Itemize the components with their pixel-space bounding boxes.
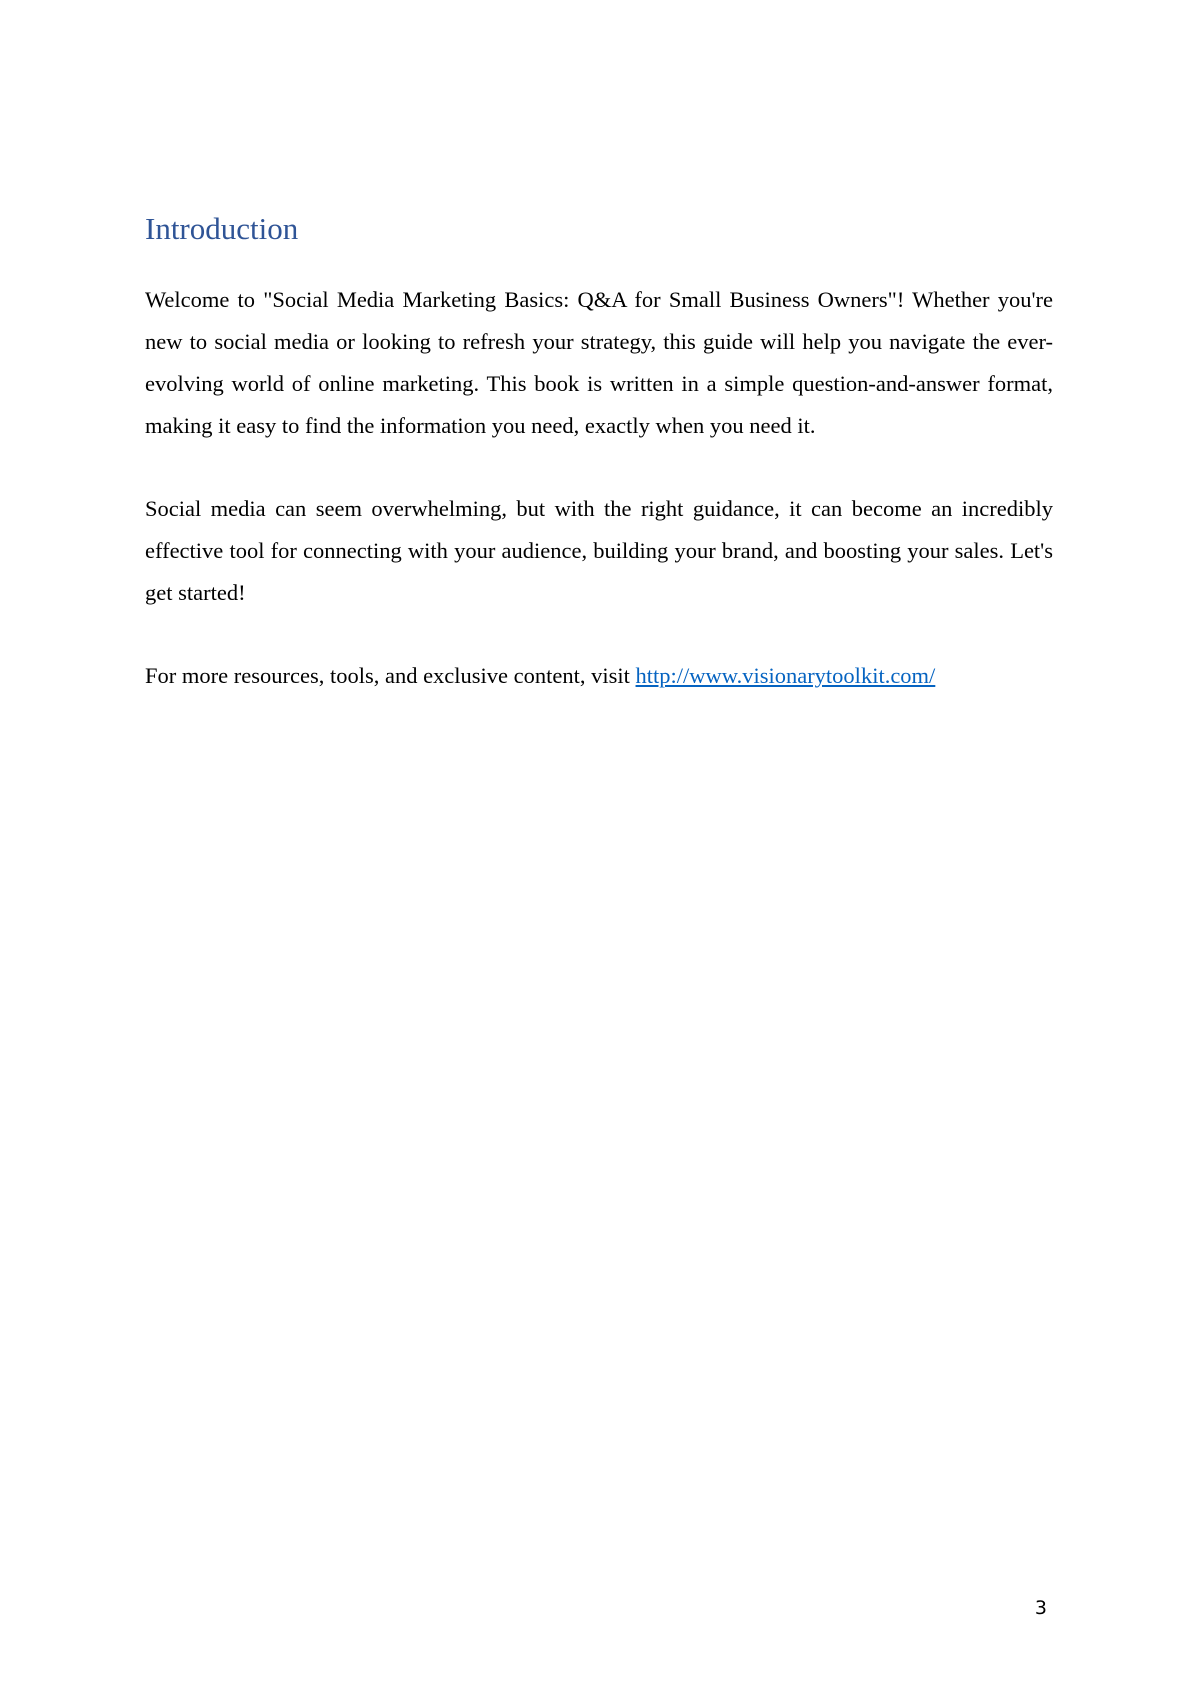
page-content	[145, 205, 1053, 738]
resources-paragraph	[145, 655, 1053, 697]
resources-link[interactable]: http://www.visionarytoolkit.com/	[635, 663, 936, 688]
intro-paragraph-2: Social media can seem overwhelming, but with the right guidance, it can become an incredibly effective tool for connecting with your audience, building your brand, and boosting your sales. Let's get started!	[145, 496, 1053, 605]
page-number: 3	[1034, 1597, 1047, 1619]
intro-paragraph-1: Welcome to "Social Media Marketing Basics: Q&A for Small Business Owners"! Whether you're new to social media or looking to refresh your strategy, this guide will help you navigate the ever-evolving world of online marketing. This book is written in a simple question-and-answer format, making it easy to find the information you need, exactly when you need it.	[145, 287, 1053, 438]
section-heading: Introduction	[145, 211, 299, 246]
resources-text: For more resources, tools, and exclusive content, visit	[145, 663, 636, 688]
